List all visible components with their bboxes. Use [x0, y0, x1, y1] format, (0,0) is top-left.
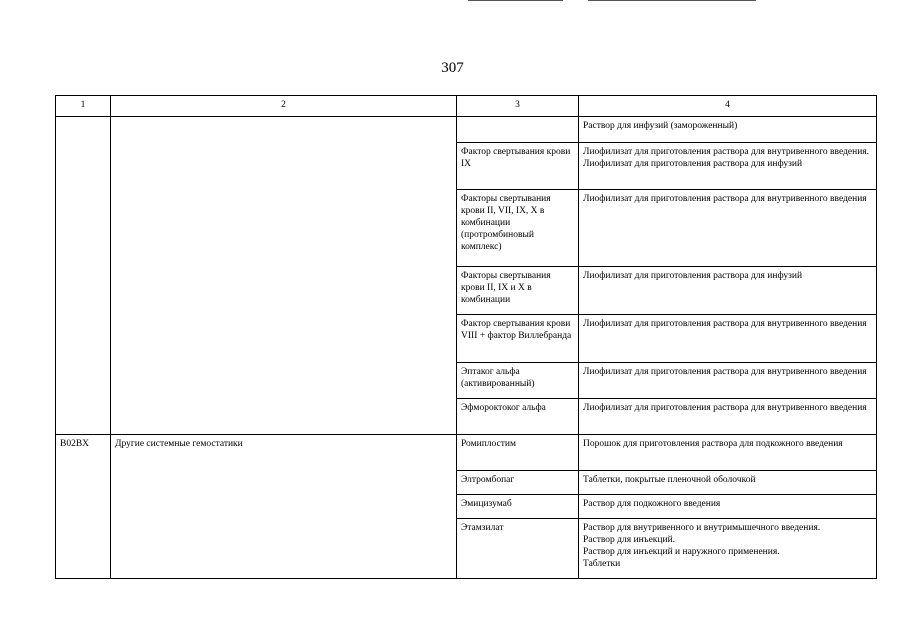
form-line: Лиофилизат для приготовления раствора для внутривенного введения [583, 319, 867, 329]
column-header: 2 [111, 96, 457, 117]
drug-cell: Ромиплостим [457, 435, 579, 471]
form-line: Лиофилизат для приготовления раствора для инфузий [583, 159, 803, 169]
form-line: Лиофилизат для приготовления раствора для инфузий [583, 271, 803, 281]
code-cell [56, 117, 111, 435]
column-header: 4 [579, 96, 877, 117]
drug-cell: Эптаког альфа (активированный) [457, 363, 579, 399]
form-line: Таблетки [583, 559, 621, 569]
table-row [56, 435, 877, 471]
drug-cell: Фактор свертывания крови VIII + фактор Виллебранда [457, 315, 579, 363]
drug-cell: Факторы свертывания крови II, IX и X в комбинации [457, 267, 579, 315]
forms-cell [579, 471, 877, 495]
form-line: Лиофилизат для приготовления раствора для внутривенного введения [583, 367, 867, 377]
forms-cell [579, 267, 877, 315]
drug-table [55, 95, 877, 579]
form-line: Раствор для инфузий (замороженный) [583, 121, 738, 131]
drug-cell: Фактор свертывания крови IX [457, 143, 579, 190]
forms-cell [579, 495, 877, 519]
form-line: Раствор для инъекций. [583, 535, 676, 545]
form-line: Лиофилизат для приготовления раствора для внутривенного введения [583, 403, 867, 413]
form-line: Раствор для внутривенного и внутримышечного введения. [583, 523, 821, 533]
drug-cell: Этамзилат [457, 519, 579, 579]
forms-cell [579, 435, 877, 471]
column-header: 1 [56, 96, 111, 117]
column-header: 3 [457, 96, 579, 117]
page-number: 307 [441, 60, 464, 76]
drug-cell [457, 117, 579, 143]
form-line: Порошок для приготовления раствора для подкожного введения [583, 439, 843, 449]
forms-cell [579, 519, 877, 579]
forms-cell [579, 143, 877, 190]
drug-cell: Факторы свертывания крови II, VII, IX, X в комбинации (протромбиновый комплекс) [457, 190, 579, 267]
form-line: Раствор для подкожного введения [583, 499, 721, 509]
top-rule-right [588, 0, 756, 1]
drug-cell: Элтромбопаг [457, 471, 579, 495]
forms-cell [579, 363, 877, 399]
form-line: Таблетки, покрытые пленочной оболочкой [583, 475, 756, 485]
code-cell: B02BX [56, 435, 111, 579]
drug-cell: Эмицизумаб [457, 495, 579, 519]
forms-cell [579, 399, 877, 435]
drug-cell: Эфмороктоког альфа [457, 399, 579, 435]
forms-cell [579, 190, 877, 267]
header-row [56, 96, 877, 117]
table-row [56, 117, 877, 143]
top-rule-left [468, 0, 563, 1]
forms-cell [579, 315, 877, 363]
forms-cell [579, 117, 877, 143]
form-line: Раствор для инъекций и наружного применения. [583, 547, 780, 557]
group-cell: Другие системные гемостатики [111, 435, 457, 579]
form-line: Лиофилизат для приготовления раствора для внутривенного введения [583, 194, 867, 204]
group-cell [111, 117, 457, 435]
form-line: Лиофилизат для приготовления раствора для внутривенного введения. [583, 147, 870, 157]
